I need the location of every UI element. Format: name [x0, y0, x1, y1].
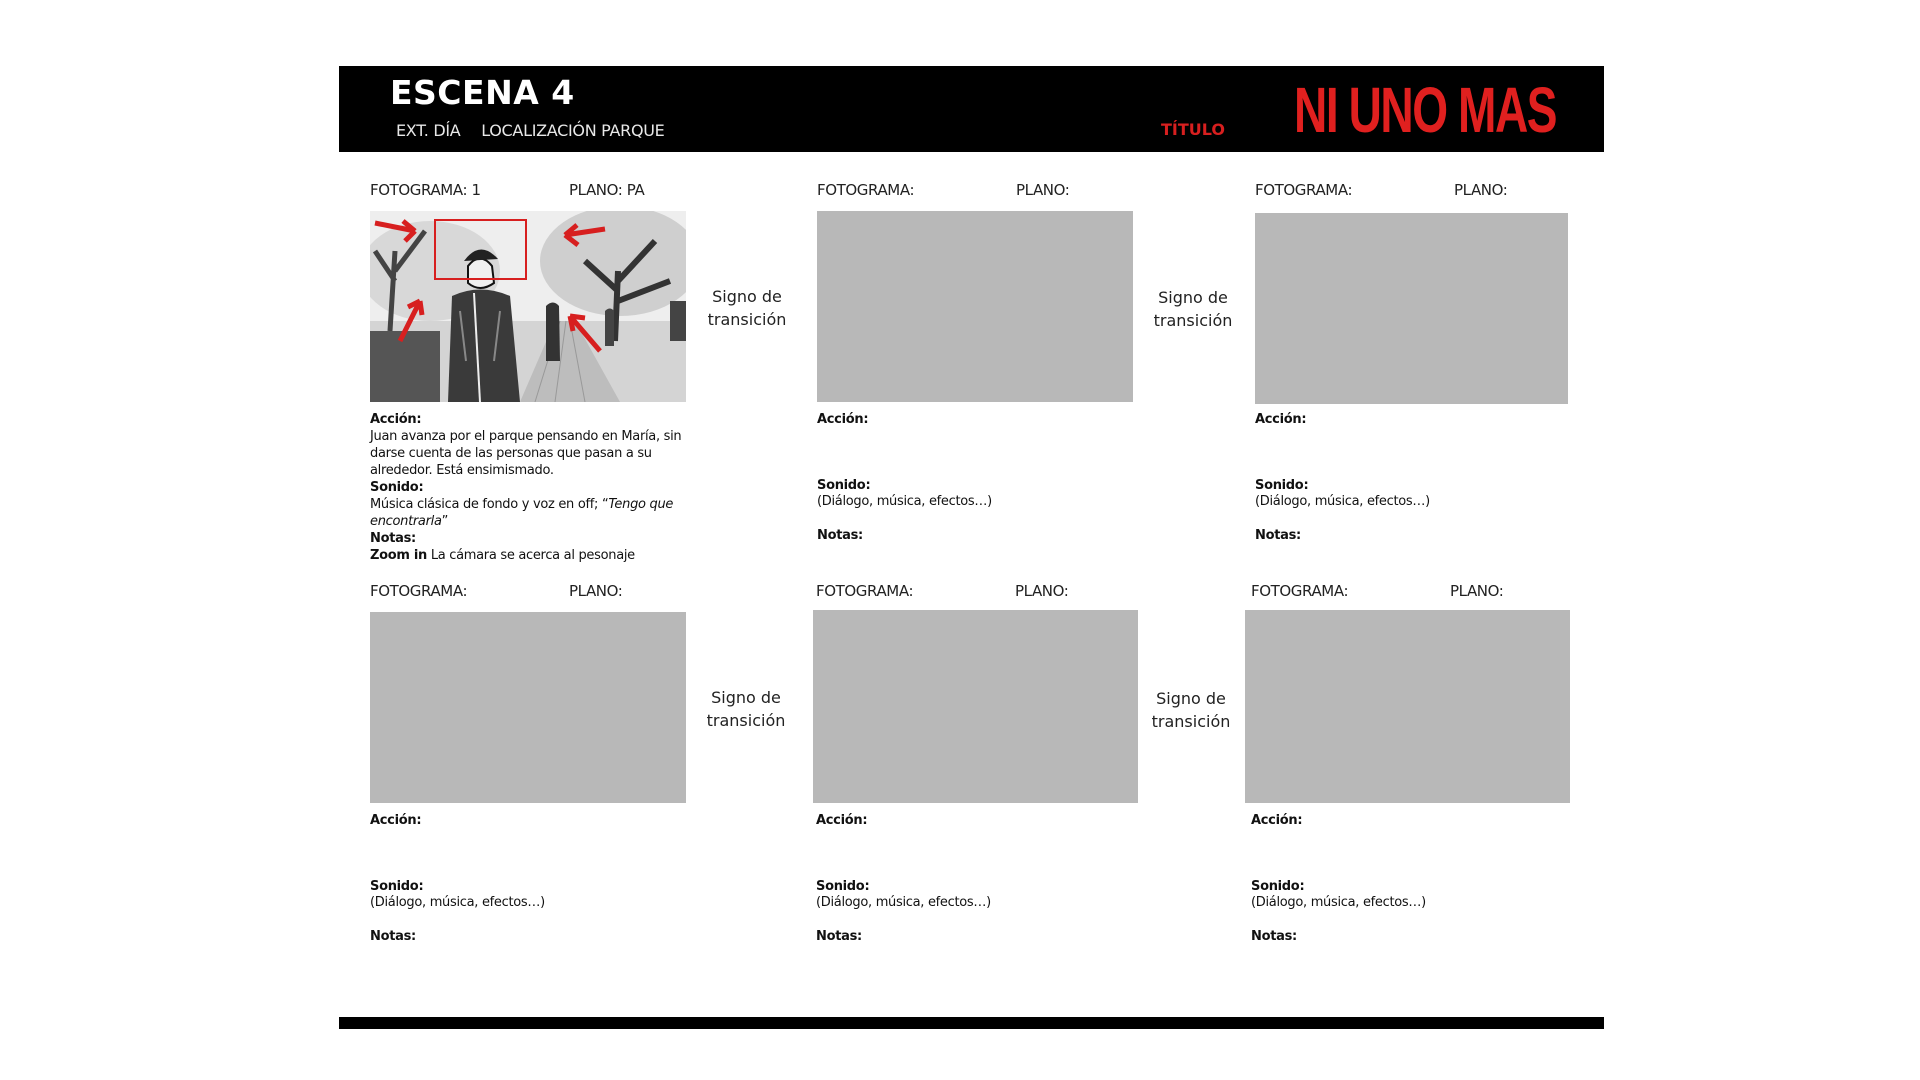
notes-label: Notas: [816, 929, 862, 944]
shot-type-label: PLANO: [569, 582, 623, 600]
shot-type-label: PLANO: [1454, 181, 1508, 199]
transition-sign-3: Signo de transición [706, 688, 786, 730]
sound-hint: (Diálogo, música, efectos…) [817, 494, 992, 509]
scene-header [339, 66, 1604, 152]
transition-sign-2: Signo de transición [1153, 288, 1233, 330]
sound-hint: (Diálogo, música, efectos…) [1255, 494, 1430, 509]
sound-label: Sonido: [1251, 879, 1305, 894]
action-label: Acción: [1251, 813, 1303, 828]
empty-frame[interactable] [1245, 610, 1570, 803]
sound-label: Sonido: [817, 478, 871, 493]
action-label: Acción: [817, 412, 869, 427]
notes-text: Zoom in La cámara se acerca al pesonaje [370, 548, 635, 563]
shot-type-label: PLANO: [1450, 582, 1504, 600]
sound-label: Sonido: [1255, 478, 1309, 493]
scene-meta [396, 121, 680, 140]
sound-hint: (Diálogo, música, efectos…) [816, 895, 991, 910]
sound-hint: (Diálogo, música, efectos…) [370, 895, 545, 910]
storyboard-panel-5 [813, 582, 1133, 972]
shot-type-label: PLANO: [1016, 181, 1070, 199]
transition-sign-1: Signo de transición [707, 287, 787, 329]
shot-type-label: PLANO: PA [569, 181, 645, 199]
panel-header [370, 582, 623, 600]
frame-number-label: FOTOGRAMA: [370, 582, 468, 600]
location-label: LOCALIZACIÓN PARQUE [481, 121, 665, 140]
scene-title: ESCENA 4 [390, 73, 575, 112]
sound-label: Sonido: [816, 879, 870, 894]
notes-label: Notas: [370, 531, 416, 546]
storyboard-panel-6 [1245, 582, 1565, 972]
action-label: Acción: [370, 813, 422, 828]
sound-quote: Tengo que encontrarla [370, 497, 674, 529]
frame-number-label: FOTOGRAMA: 1 [370, 181, 481, 199]
frame-number-label: FOTOGRAMA: [817, 181, 915, 199]
frame-number-label: FOTOGRAMA: [816, 582, 914, 600]
footer-bar [339, 1017, 1604, 1029]
action-label: Acción: [816, 813, 868, 828]
empty-frame[interactable] [817, 211, 1133, 402]
empty-frame[interactable] [370, 612, 686, 803]
transition-sign-4: Signo de transición [1151, 689, 1231, 731]
storyboard-panel-2 [817, 181, 1137, 571]
panel-header [816, 582, 1069, 600]
panel-header [370, 181, 645, 199]
empty-frame[interactable] [1255, 213, 1568, 404]
panel-header [817, 181, 1070, 199]
storyboard-panel-4 [370, 582, 690, 972]
notes-label: Notas: [370, 929, 416, 944]
empty-frame[interactable] [813, 610, 1138, 803]
notes-label: Notas: [1255, 528, 1301, 543]
panel-header [1251, 582, 1504, 600]
notes-label: Notas: [1251, 929, 1297, 944]
sound-hint: (Diálogo, música, efectos…) [1251, 895, 1426, 910]
frame-number-label: FOTOGRAMA: [1255, 181, 1353, 199]
sketch-frame [370, 211, 686, 402]
park-sketch-image [370, 211, 686, 402]
action-text: Juan avanza por el parque pensando en María, sin darse cuenta de las personas que pasan a su alrededor. Está ensimismado. [370, 429, 682, 478]
panel-header [1255, 181, 1508, 199]
title-label: TÍTULO [1161, 120, 1225, 139]
storyboard-panel-3 [1255, 181, 1575, 571]
sound-label: Sonido: [370, 879, 424, 894]
panel-notes [370, 411, 690, 564]
storyboard-panel-1 [370, 181, 690, 571]
film-title-logo: NI UNO MAS [1294, 74, 1557, 146]
shot-type-label: PLANO: [1015, 582, 1069, 600]
notes-bold: Zoom in [370, 548, 427, 563]
action-label: Acción: [370, 412, 422, 427]
notes-label: Notas: [817, 528, 863, 543]
sound-label: Sonido: [370, 480, 424, 495]
interior-exterior-label: EXT. DÍA [396, 121, 461, 140]
action-label: Acción: [1255, 412, 1307, 427]
frame-number-label: FOTOGRAMA: [1251, 582, 1349, 600]
sound-text: Música clásica de fondo y voz en off; “Tengo que encontrarla” [370, 497, 674, 529]
